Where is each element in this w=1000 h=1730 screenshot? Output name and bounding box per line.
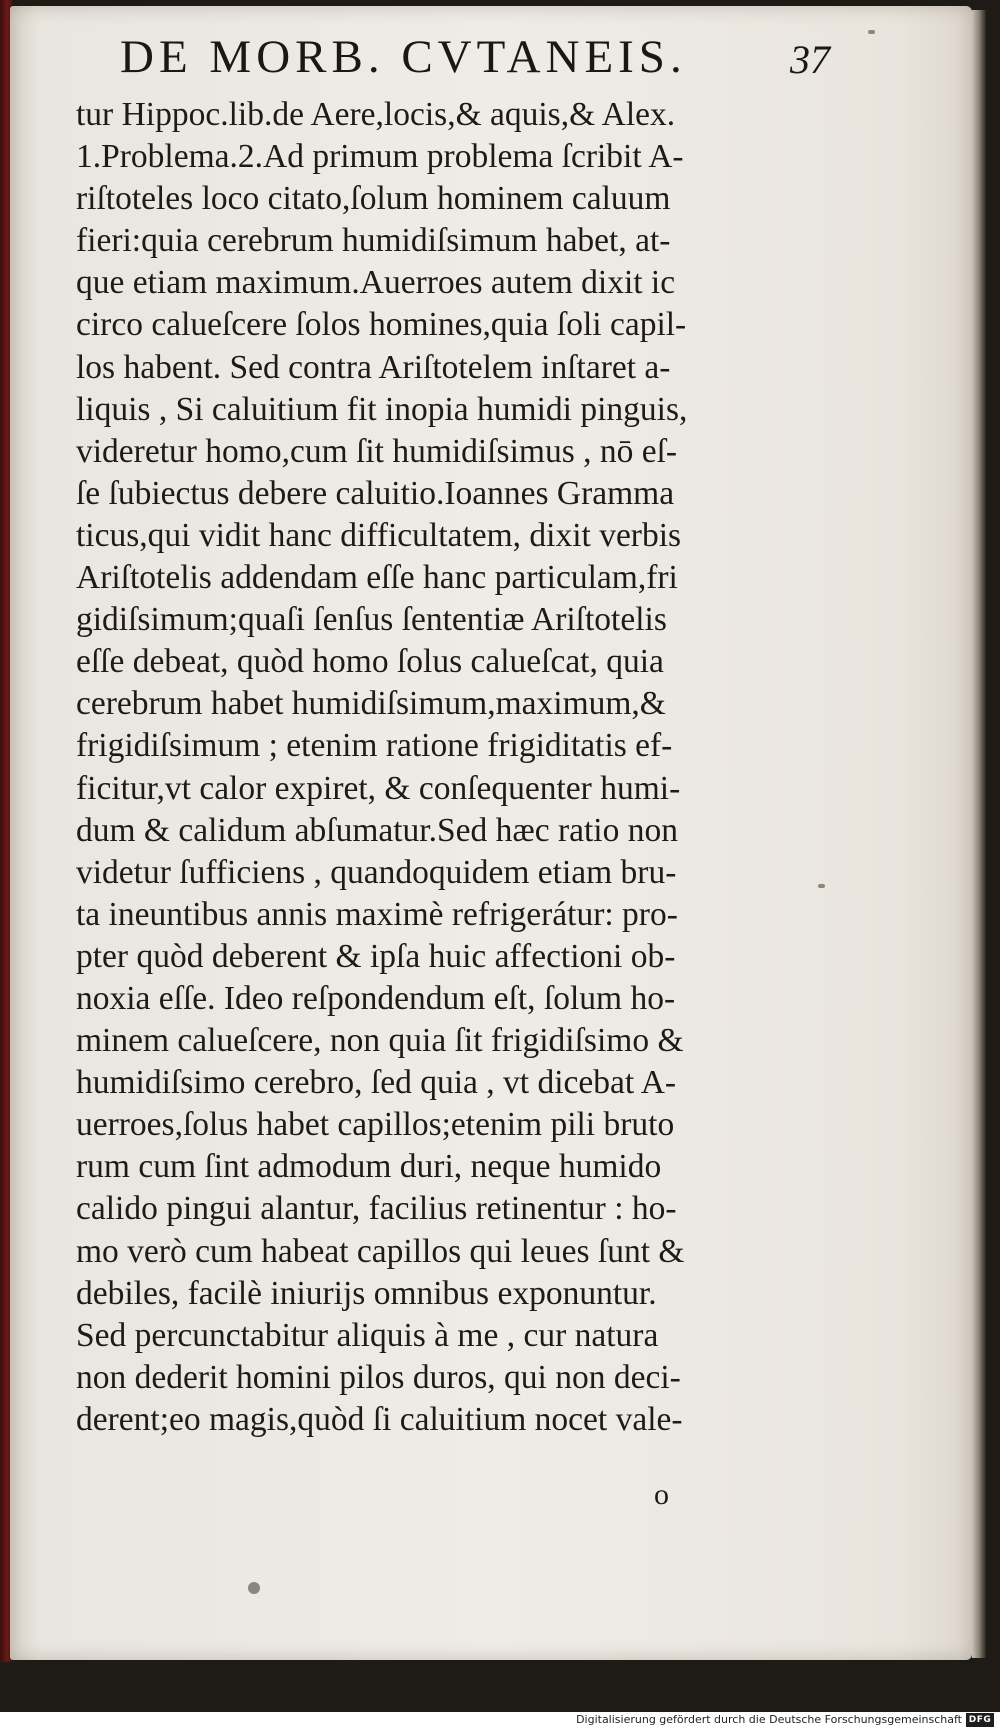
text-line: liquis , Si caluitium fit inopia humidi pinguis,: [76, 390, 688, 428]
text-line: non dederit homini pilos duros, qui non deci-: [76, 1358, 681, 1396]
text-line: fieri:quia cerebrum humidiſsimum habet, at-: [76, 222, 671, 260]
text-line: ſe ſubiectus debere caluitio.Ioannes Gramma: [76, 474, 675, 512]
text-line: derent;eo magis,quòd ſi caluitium nocet vale-: [76, 1400, 683, 1438]
text-line: debiles, facilè iniurijs omnibus exponuntur.: [76, 1274, 657, 1312]
footer-credit: Digitalisierung gefördert durch die Deutsche Forschungsgemeinschaft: [576, 1713, 962, 1726]
text-line: minem caluеſcere, non quia ſit frigidiſsimo &: [76, 1022, 684, 1060]
text-line: Ariſtotelis addendam eſſe hanc particulam,fri: [76, 559, 678, 597]
paper-spot: [248, 1582, 260, 1594]
text-line: los habent. Sed contra Ariſtotelem inſtaret a-: [76, 348, 671, 386]
text-line: ta ineuntibus annis maximè refrigerátur: pro-: [76, 895, 678, 933]
text-line: frigidiſsimum ; etenim ratione frigiditatis ef-: [76, 727, 673, 765]
page-edge: [972, 10, 986, 1658]
text-line: que etiam maximum.Auerroes autem dixit ic: [76, 264, 676, 302]
text-line: eſſe debeat, quòd homo ſolus caluеſcat, quia: [76, 643, 664, 681]
body-text: [76, 94, 816, 1441]
signature-mark: o: [654, 1478, 669, 1511]
text-line: Sed percunctabitur aliquis à me , cur natura: [76, 1316, 659, 1354]
text-line: videtur ſufficiens , quandoquidem etiam bru-: [76, 853, 677, 891]
running-head: DE MORB. CVTANEIS.: [120, 31, 687, 83]
paper-mark: [818, 884, 825, 888]
page-header: [120, 30, 830, 90]
text-line: uerroes,ſolus habet capillos;etenim pili bruto: [76, 1106, 675, 1144]
text-line: gidiſsimum;quaſi ſenſus ſententiæ Ariſtotelis: [76, 601, 667, 639]
text-line: calido pingui alantur, facilius retinentur : ho-: [76, 1190, 677, 1228]
text-line: dum & calidum abſumatur.Sed hæc ratio non: [76, 811, 678, 849]
text-line: ticus,qui vidit hanc difficultatem, dixit verbis: [76, 516, 682, 554]
text-line: 1.Problema.2.Ad primum problema ſcribit A-: [76, 138, 684, 176]
text-line: cerebrum habet humidiſsimum,maximum,&: [76, 685, 666, 723]
text-line: riſtoteles loco citato,ſolum hominem caluum: [76, 180, 671, 218]
text-line: pter quòd deberent & ipſa huic affectioni ob-: [76, 937, 676, 975]
text-line: videretur homo,cum ſit humidiſsimus , nō eſ-: [76, 432, 678, 470]
text-line: tur Hippoc.lib.de Aere,locis,& aquis,& Alex.: [76, 96, 676, 133]
paper-mark: [868, 30, 875, 34]
page-number: 37: [790, 37, 830, 82]
text-line: mo verò cum habeat capillos qui leues ſunt &: [76, 1232, 685, 1270]
dfg-logo: DFG: [966, 1713, 994, 1727]
text-line: noxia eſſe. Ideo reſpondendum eſt, ſolum ho-: [76, 979, 676, 1017]
text-line: circo caluеſcere ſolos homines,quia ſoli capil-: [76, 306, 687, 344]
text-line: rum cum ſint admodum duri, neque humido: [76, 1148, 662, 1186]
text-line: ficitur,vt calor expiret, & conſequenter humi-: [76, 769, 681, 807]
text-line: humidiſsimo cerebro, ſed quia , vt dicebat A-: [76, 1064, 677, 1102]
